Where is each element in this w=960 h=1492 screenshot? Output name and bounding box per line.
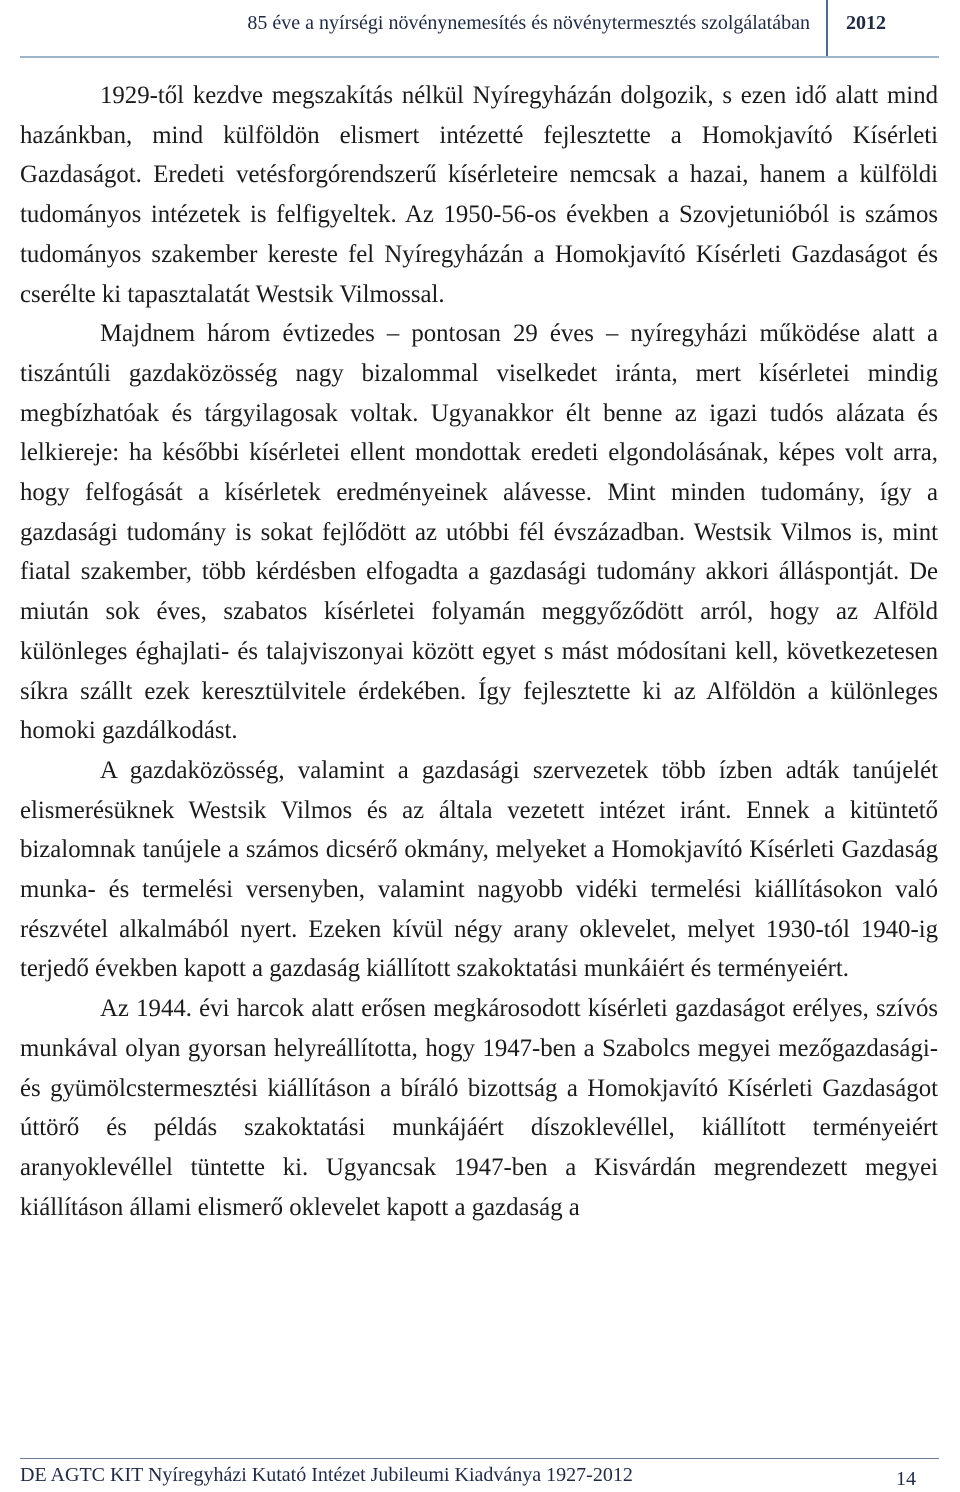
header-rule	[20, 56, 939, 58]
page-number: 14	[896, 1468, 916, 1490]
paragraph: A gazdaközösség, valamint a gazdasági szervezetek több ízben adták tanújelét elismerésüknek Westsik Vilmos és az általa vezetett intézet iránt. Ennek a kitüntető bizalomnak tanújele a számos dicsérő okmány, melyeket a Homokjavító Kísérleti Gazdaság munka- és termelési versenyben, valamint nagyobb vidéki termelési kiállításokon való részvétel alkalmából nyert. Ezeken kívül négy arany oklevelet, melyet 1930-tól 1940-ig terjedő években kapott a gazdaság kiállított szakoktatási munkáiért és terményeiért.	[20, 756, 938, 983]
running-head-year: 2012	[846, 12, 886, 34]
paragraph: Majdnem három évtizedes – pontosan 29 éves – nyíregyházi működése alatt a tiszántúli gazdaközösség nagy bizalommal viselkedet iránta, mert kísérletei mindig megbízhatóak és tárgyilagosak voltak. Ugyanakkor élt benne az igazi tudós alázata és lelkiereje: ha későbbi kísérletei ellent mondottak eredeti elgondolásának, képes volt arra, hogy felfogását a kísérletek eredményeinek alávesse. Mint minden tudomány, így a gazdasági tudomány is sokat fejlődött az utóbbi fél évszázadban. Westsik Vilmos is, mint fiatal szakember, több kérdésben elfogadta a gazdasági tudomány akkori álláspontját. De miután sok éves, szabatos kísérletei folyamán meggyőződött arról, hogy az Alföld különleges éghajlati- és talajviszonyai között egyet s mást módosítani kell, következetesen síkra szállt ezek keresztülvitele érdekében. Így fejlesztette ki az Alföldön a különleges homoki gazdálkodást.	[20, 320, 938, 745]
footer-rule	[20, 1458, 939, 1459]
page-header	[0, 0, 960, 60]
footer-publication: DE AGTC KIT Nyíregyházi Kutató Intézet Jubileumi Kiadványa 1927-2012	[20, 1464, 633, 1486]
paragraph: 1929-től kezdve megszakítás nélkül Nyíregyházán dolgozik, s ezen idő alatt mind hazánkban, mind külföldön elismert intézetté fejlesztette a Homokjavító Kísérleti Gazdaságot. Eredeti vetésforgórendszerű kísérleteire nemcsak a hazai, hanem a külföldi tudományos intézetek is felfigyeltek. Az 1950-56-os években a Szovjetunióból is számos tudományos szakember kereste fel Nyíregyházán a Homokjavító Kísérleti Gazdaságot és cserélte ki tapasztalatát Westsik Vilmossal.	[20, 82, 938, 308]
header-divider	[826, 0, 828, 58]
paragraph: Az 1944. évi harcok alatt erősen megkárosodott kísérleti gazdaságot erélyes, szívós munkával olyan gyorsan helyreállította, hogy 1947-ben a Szabolcs megyei mezőgazdasági- és gyümölcstermesztési kiállításon a bíráló bizottság a Homokjavító Kísérleti Gazdaságot úttörő és példás szakoktatási munkájáért díszoklevéllel, kiállított terményeiért aranyoklevéllel tüntette ki. Ugyancsak 1947-ben a Kisvárdán megrendezett megyei kiállításon állami elismerő oklevelet kapott a gazdaság a	[20, 995, 938, 1221]
running-head-title: 85 éve a nyírségi növénynemesítés és növénytermesztés szolgálatában	[247, 12, 810, 34]
page-footer	[0, 1440, 960, 1492]
body-text	[20, 76, 938, 1227]
